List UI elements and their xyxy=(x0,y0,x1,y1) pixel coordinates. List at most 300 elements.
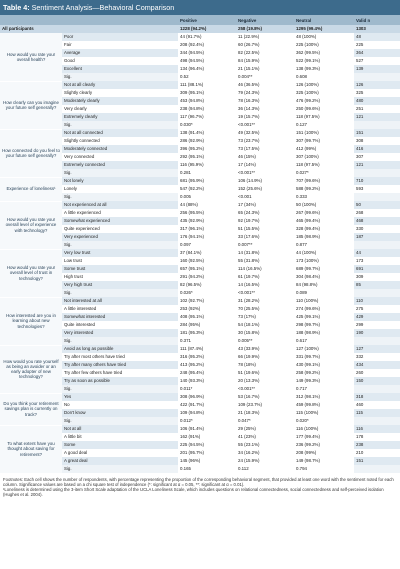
table-cell: 435 (92.9%) xyxy=(180,218,204,223)
table-cell: <0.001** xyxy=(238,386,255,391)
column-header-negative: Negative xyxy=(236,15,294,25)
table-cell: 181 (95.3%) xyxy=(180,330,204,335)
table-cell: 304 (98.4%) xyxy=(296,274,320,279)
table-cell: 187 xyxy=(354,233,400,241)
response-label: No xyxy=(62,401,178,409)
table-cell: 0.52 xyxy=(180,74,189,79)
table-cell: 317 (96.1%) xyxy=(180,226,204,231)
response-label: Extremely connected xyxy=(62,161,178,169)
table-cell: 460 xyxy=(354,401,400,409)
table-cell: 73 (17%) xyxy=(238,314,256,319)
table-cell: 298 (99.7%) xyxy=(296,322,320,327)
response-label: Quite experienced xyxy=(62,225,178,233)
table-cell: 0.004** xyxy=(238,74,253,79)
table-cell: 0.371 xyxy=(180,338,191,343)
table-cell: 1295 (99.4%) xyxy=(294,25,354,33)
table-cell: 413 (95.2%) xyxy=(180,362,204,367)
table-cell: 17 (14%) xyxy=(238,162,256,167)
response-label: Fair xyxy=(62,41,178,49)
table-cell: 188 (98.9%) xyxy=(296,330,320,335)
table-cell: 51 (19.6%) xyxy=(238,370,260,375)
table-cell: 657 (95.1%) xyxy=(180,266,204,271)
table-cell: 111 (88.1%) xyxy=(180,82,204,87)
table-row xyxy=(0,81,400,89)
response-label: Try after many others have tried xyxy=(62,361,178,369)
table-cell: 139 xyxy=(354,65,400,73)
table-cell: <0.001** xyxy=(238,290,255,295)
table-cell: 0.333 xyxy=(296,194,307,199)
column-header-neutral: Neutral xyxy=(294,15,354,25)
table-cell: 102 (92.7%) xyxy=(180,298,204,303)
table-cell: 710 xyxy=(354,177,400,185)
table-cell: 331 (99.7%) xyxy=(296,354,320,359)
table-cell: 251 xyxy=(354,105,400,113)
response-label: Quite interested xyxy=(62,321,178,329)
table-cell: 268 xyxy=(354,209,400,217)
table-cell: 115 xyxy=(354,409,400,417)
table-cell: 522 (99.1%) xyxy=(296,58,320,63)
response-label: Slightly connected xyxy=(62,137,178,145)
table-cell: 284 (95%) xyxy=(180,322,201,327)
table-cell: 73 (23.7%) xyxy=(238,138,260,143)
table-cell: 49 (32.5%) xyxy=(238,130,260,135)
response-label: Sig. xyxy=(62,73,178,81)
response-label: Moderately clearly xyxy=(62,97,178,105)
table-cell: 126 xyxy=(354,81,400,89)
table-cell: 225 (94.5%) xyxy=(180,442,204,447)
table-cell: 307 (99.7%) xyxy=(296,138,320,143)
table-cell: 0.011* xyxy=(180,386,193,391)
table-cell: 1303 xyxy=(354,25,400,33)
response-label: A little experienced xyxy=(62,209,178,217)
table-cell: 21 (18.3%) xyxy=(238,410,260,415)
table-cell: 78 (16.3%) xyxy=(238,98,260,103)
table-cell: 309 xyxy=(354,273,400,281)
table-cell: 689 (99.7%) xyxy=(296,266,320,271)
table-cell xyxy=(354,193,400,201)
response-label: Sig. xyxy=(62,465,178,473)
table-cell: 0.005** xyxy=(238,338,253,343)
table-row xyxy=(0,425,400,433)
response-label: Sig. xyxy=(62,241,178,249)
response-label: Sig. xyxy=(62,385,178,393)
table-cell: 316 (95.2%) xyxy=(180,354,204,359)
table-cell: 24 (15.9%) xyxy=(238,458,260,463)
table-cell: 127 (100%) xyxy=(296,346,319,351)
table-cell: 307 (100%) xyxy=(296,154,319,159)
question-label: How clearly can you imagine your future self generally? xyxy=(0,81,62,129)
table-cell: 43 (33.9%) xyxy=(238,346,260,351)
table-cell xyxy=(354,385,400,393)
table-cell: 208 (92.4%) xyxy=(180,42,204,47)
question-label: How connected do you feel to your future self generally? xyxy=(0,129,62,177)
table-cell: 225 xyxy=(354,41,400,49)
table-cell: 238 xyxy=(354,441,400,449)
table-cell: 248 (95.4%) xyxy=(180,370,204,375)
question-label: Do you think your retirement savings plan is currently on track? xyxy=(0,393,62,425)
table-cell: 109 (23.7%) xyxy=(238,402,262,407)
table-cell: 111 (87.4%) xyxy=(180,346,204,351)
table-cell: 14 (31.8%) xyxy=(238,250,260,255)
response-label: A little bit xyxy=(62,433,178,441)
table-row xyxy=(0,297,400,305)
table-title xyxy=(0,0,400,15)
response-label: High trust xyxy=(62,273,178,281)
table-cell: 66 (19.9%) xyxy=(238,354,260,359)
table-cell: 328 (99.4%) xyxy=(296,226,320,231)
response-label: Slightly clearly xyxy=(62,89,178,97)
table-row xyxy=(0,201,400,209)
table-cell: 0.608 xyxy=(296,74,307,79)
table-cell xyxy=(354,169,400,177)
table-row xyxy=(0,249,400,257)
table-cell: 11 (22.9%) xyxy=(238,34,260,39)
table-cell: 0.007** xyxy=(238,242,253,247)
response-label: Not experienced at all xyxy=(62,201,178,209)
table-cell: 308 (96.9%) xyxy=(180,394,204,399)
table-cell: 416 xyxy=(354,145,400,153)
table-cell xyxy=(354,417,400,425)
response-label: Lonely xyxy=(62,185,178,193)
table-row xyxy=(0,129,400,137)
table-cell: 21 (15.1%) xyxy=(238,66,260,71)
table-header-row xyxy=(0,15,400,25)
table-cell: 0.717 xyxy=(296,386,307,391)
response-label: Some xyxy=(62,441,178,449)
table-cell: 134 (96.4%) xyxy=(180,66,204,71)
column-header-valid-n: Valid n xyxy=(354,15,400,25)
table-cell: 0.026* xyxy=(180,290,193,295)
table-cell: 593 xyxy=(354,185,400,193)
table-cell: 151 xyxy=(354,457,400,465)
response-label: Not interested at all xyxy=(62,297,178,305)
table-cell: 160 (92.5%) xyxy=(180,258,204,263)
table-cell: 236 (99.2%) xyxy=(296,442,320,447)
table-cell xyxy=(354,337,400,345)
table-cell: 210 xyxy=(354,449,400,457)
table-cell: 498 (94.5%) xyxy=(180,58,204,63)
table-cell: 149 (98.7%) xyxy=(296,458,320,463)
table-cell: 106 (91.4%) xyxy=(180,426,204,431)
table-cell: 85 xyxy=(354,281,400,289)
table-cell: 253 (92%) xyxy=(180,306,201,311)
table-cell: 41 (23%) xyxy=(238,434,256,439)
table-cell: 60 (26.7%) xyxy=(238,42,260,47)
response-label: Somewhat experienced xyxy=(62,217,178,225)
table-cell: 84 (15.9%) xyxy=(238,58,260,63)
table-cell: 258 (99.2%) xyxy=(296,370,320,375)
question-label: How would you rate yourself as being an avoider or an early adopter of new technology? xyxy=(0,345,62,393)
table-cell: 44 xyxy=(354,249,400,257)
table-cell: 425 (99.1%) xyxy=(296,314,320,319)
table-cell: 0.047* xyxy=(238,418,251,423)
table-cell: 127 xyxy=(354,345,400,353)
table-cell: 422 (91.7%) xyxy=(180,402,204,407)
footnote-text: ¹Loneliness is determined using the 3-item Short Scale adaptation of the UCLA Loneliness Scale, which includes questions on relational connectedness, social connectedness and self-perceived isolation (Hughes et al. 2004). xyxy=(3,486,384,498)
table-cell: 82 (22.5%) xyxy=(238,50,260,55)
table-cell: 19 (15.7%) xyxy=(238,114,260,119)
table-cell: 46 (15%) xyxy=(238,154,256,159)
table-cell: 53 (16.7%) xyxy=(238,394,260,399)
table-cell: 430 (99.1%) xyxy=(296,362,320,367)
table-cell: 116 (95.9%) xyxy=(180,162,204,167)
response-label: Don't know xyxy=(62,409,178,417)
table-cell: 412 (99%) xyxy=(296,146,317,151)
table-cell: 178 xyxy=(354,433,400,441)
table-cell: 34 (16.2%) xyxy=(238,450,260,455)
table-cell: <0.001** xyxy=(238,122,255,127)
table-cell: 325 xyxy=(354,89,400,97)
all-participants-row xyxy=(0,25,400,33)
all-participants-label: All participants xyxy=(0,25,178,33)
sentiment-table xyxy=(0,15,400,474)
response-label: Very connected xyxy=(62,153,178,161)
table-cell: 434 xyxy=(354,361,400,369)
response-label: Very high trust xyxy=(62,281,178,289)
table-cell: 78 (18%) xyxy=(238,362,256,367)
response-label: Somewhat interested xyxy=(62,313,178,321)
table-cell: 330 xyxy=(354,225,400,233)
table-cell: 117 (96.7%) xyxy=(180,114,204,119)
table-cell: 140 (93.3%) xyxy=(180,378,204,383)
table-cell: 588 (99.2%) xyxy=(296,186,320,191)
response-label: Very interested xyxy=(62,329,178,337)
table-cell: 707 (99.6%) xyxy=(296,178,320,183)
table-cell: 275 xyxy=(354,305,400,313)
table-cell: 291 (94.2%) xyxy=(180,274,204,279)
table-cell: 118 (97.5%) xyxy=(296,162,320,167)
table-cell: 527 xyxy=(354,57,400,65)
table-cell: 152 (25.6%) xyxy=(238,186,262,191)
response-label: Not at all xyxy=(62,425,178,433)
table-cell: 308 xyxy=(354,137,400,145)
question-label: How would you rate your overall health? xyxy=(0,33,62,81)
question-label: How would you rate your overall level of trust in technology? xyxy=(0,249,62,297)
response-label: Excellent xyxy=(62,65,178,73)
table-cell: 54 (18.1%) xyxy=(238,322,260,327)
table-cell: 126 (100%) xyxy=(296,82,319,87)
table-cell: 70 (25.5%) xyxy=(238,306,260,311)
table-cell: 50 xyxy=(354,201,400,209)
table-cell: 176 (94.1%) xyxy=(180,234,204,239)
table-cell: 0.794 xyxy=(296,466,307,471)
response-label: Some trust xyxy=(62,265,178,273)
response-label: Try after few others have tried xyxy=(62,369,178,377)
response-label: Very experienced xyxy=(62,233,178,241)
table-cell: 36 (14.3%) xyxy=(238,106,260,111)
table-cell: 177 (99.4%) xyxy=(296,434,320,439)
table-cell: <0.001** xyxy=(238,170,255,175)
response-label: A little interested xyxy=(62,305,178,313)
response-label: Sig. xyxy=(62,289,178,297)
table-title-text: Sentiment Analysis—Behavioral Comparison xyxy=(31,3,175,12)
table-cell: 121 xyxy=(354,113,400,121)
table-cell: 14 (16.5%) xyxy=(238,282,260,287)
response-label: Yes xyxy=(62,393,178,401)
table-cell: 79 (24.3%) xyxy=(238,90,260,95)
table-cell: 30 (15.8%) xyxy=(238,330,260,335)
table-cell: 84 (98.8%) xyxy=(296,282,318,287)
table-cell: 476 (99.2%) xyxy=(296,98,320,103)
response-label: Avoid as long as possible xyxy=(62,345,178,353)
table-cell: 480 xyxy=(354,97,400,105)
table-cell: 299 xyxy=(354,321,400,329)
table-cell: 238 (94.8%) xyxy=(180,106,204,111)
table-cell: 256 (95.5%) xyxy=(180,210,204,215)
table-cell: 325 (100%) xyxy=(296,90,319,95)
table-cell: 0.877 xyxy=(296,242,307,247)
response-label: Sig. xyxy=(62,337,178,345)
question-label: How would you rate your overall level of experience with technology? xyxy=(0,201,62,249)
table-cell: 286 (92.9%) xyxy=(180,138,204,143)
table-cell: 31 (28.2%) xyxy=(238,298,260,303)
table-cell: 37 (84.1%) xyxy=(180,250,202,255)
table-cell: 44 (91.7%) xyxy=(180,34,202,39)
table-cell: 109 (94.8%) xyxy=(180,410,204,415)
column-header xyxy=(0,15,178,25)
table-cell: 292 (95.1%) xyxy=(180,154,204,159)
table-cell: 162 (91%) xyxy=(180,434,201,439)
table-cell: 110 (100%) xyxy=(296,298,319,303)
response-label: Try as soon as possible xyxy=(62,377,178,385)
table-cell: 190 xyxy=(354,329,400,337)
table-row xyxy=(0,33,400,41)
response-label: Sig. xyxy=(62,417,178,425)
table-cell: 61 (19.7%) xyxy=(238,274,260,279)
table-cell: 0.617 xyxy=(296,338,307,343)
table-cell: 691 xyxy=(354,265,400,273)
table-cell: 17 (34%) xyxy=(238,202,256,207)
response-label: Very low trust xyxy=(62,249,178,257)
question-label: How interested are you in learning about new technologies? xyxy=(0,297,62,345)
table-cell: 121 xyxy=(354,161,400,169)
table-cell: 20 (13.3%) xyxy=(238,378,260,383)
column-header-positive: Positive xyxy=(178,15,236,25)
table-cell: 225 (100%) xyxy=(296,42,319,47)
footnotes xyxy=(0,474,400,498)
response-label: Extremely clearly xyxy=(62,113,178,121)
table-cell: 547 (92.2%) xyxy=(180,186,204,191)
table-cell: 173 xyxy=(354,257,400,265)
response-label: A great deal xyxy=(62,457,178,465)
table-cell: 0.097 xyxy=(180,242,191,247)
table-cell: 110 xyxy=(354,297,400,305)
response-label: Not lonely xyxy=(62,177,178,185)
table-cell: 1228 (94.2%) xyxy=(178,25,236,33)
table-cell: 44 (100%) xyxy=(296,250,317,255)
table-cell: 151 (100%) xyxy=(296,130,319,135)
table-cell: 312 (98.1%) xyxy=(296,394,320,399)
table-cell: 0.165 xyxy=(180,466,191,471)
table-cell: 260 xyxy=(354,369,400,377)
table-cell: 396 (95.2%) xyxy=(180,146,204,151)
footnote-text: Footnotes: Each cell shows the number of respondents, with percentage representing the proportion of the corresponding behavioral segment, that provided at least one word with the sentiment noted for each column. Significance values are based on a chi square test of independence (*: significant at α = 0.05, **: significant at α = 0.01). xyxy=(3,476,394,487)
table-cell: 114 (16.5%) xyxy=(238,266,262,271)
table-cell: 115 (100%) xyxy=(296,410,319,415)
table-cell: 0.020* xyxy=(296,418,309,423)
table-cell xyxy=(354,121,400,129)
question-label: Experience of loneliness¹ xyxy=(0,177,62,201)
table-cell: 138 (91.4%) xyxy=(180,130,204,135)
table-cell: 0.112 xyxy=(238,466,249,471)
table-cell: 258 (19.8%) xyxy=(236,25,294,33)
table-cell: 332 xyxy=(354,353,400,361)
table-cell: 116 xyxy=(354,425,400,433)
table-cell: 150 xyxy=(354,377,400,385)
question-label: To what extent have you thought about saving for retirement? xyxy=(0,425,62,473)
table-title-label: Table 4: xyxy=(3,3,30,12)
table-cell: 55 (23.1%) xyxy=(238,442,260,447)
table-cell: 0.030* xyxy=(180,122,193,127)
table-cell: 118 (97.5%) xyxy=(296,114,320,119)
table-cell: 173 (100%) xyxy=(296,258,319,263)
table-cell: 48 (100%) xyxy=(296,34,317,39)
table-cell: 408 (95.1%) xyxy=(180,314,204,319)
table-cell: 151 xyxy=(354,129,400,137)
table-cell: <0.001 xyxy=(238,194,252,199)
table-cell: 465 (99.4%) xyxy=(296,218,320,223)
table-cell: 0.127 xyxy=(296,122,307,127)
table-cell: 55 (31.8%) xyxy=(238,258,260,263)
response-label: Try after most others have tried xyxy=(62,353,178,361)
table-cell: 149 (99.3%) xyxy=(296,378,320,383)
table-cell: 362 (99.5%) xyxy=(296,50,320,55)
table-cell: 0.089 xyxy=(296,290,307,295)
table-cell: 267 (99.6%) xyxy=(296,210,320,215)
table-row xyxy=(0,393,400,401)
table-cell: 138 (99.3%) xyxy=(296,66,320,71)
table-cell: 453 (94.8%) xyxy=(180,98,204,103)
table-cell xyxy=(354,289,400,297)
response-label: Sig. xyxy=(62,169,178,177)
table-cell: 44 (88%) xyxy=(180,202,198,207)
table-cell: 318 xyxy=(354,393,400,401)
table-cell: 429 xyxy=(354,313,400,321)
table-cell: 274 (99.6%) xyxy=(296,306,320,311)
response-label: Sig. xyxy=(62,121,178,129)
response-label: Poor xyxy=(62,33,178,41)
table-cell: 307 xyxy=(354,153,400,161)
response-label: Very clearly xyxy=(62,105,178,113)
table-cell: 29 (25%) xyxy=(238,426,256,431)
response-label: Low trust xyxy=(62,257,178,265)
table-cell xyxy=(354,241,400,249)
table-cell: 309 (95.1%) xyxy=(180,90,204,95)
table-cell: 0.027* xyxy=(296,170,309,175)
table-cell: 201 (95.7%) xyxy=(180,450,204,455)
table-cell: 145 (96%) xyxy=(180,458,201,463)
table-cell: 46 (36.5%) xyxy=(238,82,260,87)
table-cell: 50 (100%) xyxy=(296,202,317,207)
response-label: Moderately connected xyxy=(62,145,178,153)
table-row xyxy=(0,345,400,353)
table-cell: 106 (14.9%) xyxy=(238,178,262,183)
table-cell: 344 (94.5%) xyxy=(180,50,204,55)
response-label: Not at all connected xyxy=(62,129,178,137)
table-cell: 208 (99%) xyxy=(296,450,317,455)
response-label: A good deal xyxy=(62,449,178,457)
table-cell: 0.005 xyxy=(180,194,191,199)
table-cell: 33 (17.6%) xyxy=(238,234,260,239)
table-cell: 92 (19.7%) xyxy=(238,218,260,223)
table-cell: 681 (95.9%) xyxy=(180,178,204,183)
table-cell: 250 (99.6%) xyxy=(296,106,320,111)
table-cell: 73 (17.5%) xyxy=(238,146,260,151)
table-cell: 468 xyxy=(354,217,400,225)
table-cell: 0.281 xyxy=(180,170,191,175)
table-cell: 82 (96.5%) xyxy=(180,282,202,287)
table-cell: 48 xyxy=(354,33,400,41)
